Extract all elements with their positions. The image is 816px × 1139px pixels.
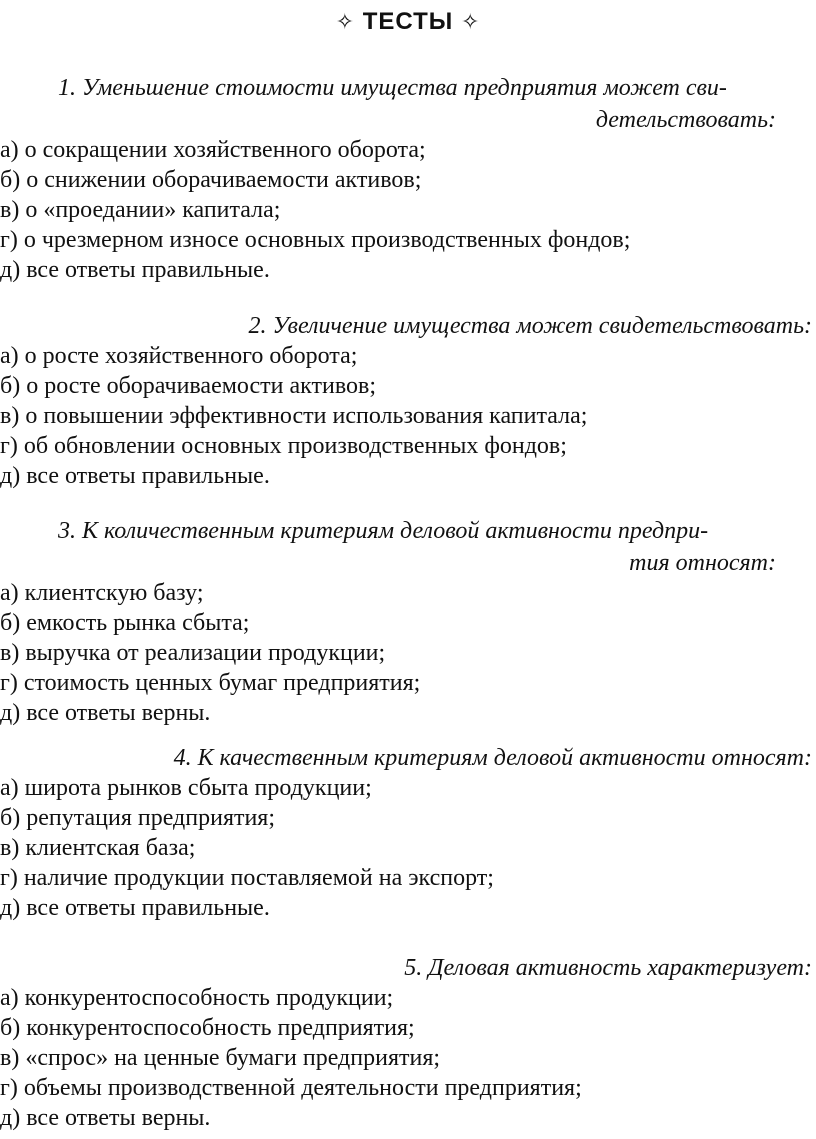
- question-2-option-b: б) о росте оборачиваемости активов;: [0, 373, 376, 399]
- question-5-line-1: 5. Деловая активность характеризует:: [404, 955, 812, 981]
- question-5-option-b: б) конкурентоспособность предприятия;: [0, 1015, 415, 1041]
- question-3-option-a: а) клиентскую базу;: [0, 580, 204, 606]
- question-5-option-e: д) все ответы верны.: [0, 1105, 211, 1131]
- question-1-option-c: в) о «проедании» капитала;: [0, 197, 281, 223]
- question-1-option-b: б) о снижении оборачиваемости активов;: [0, 167, 422, 193]
- question-5-option-d: г) объемы производственной деятельности предприятия;: [0, 1075, 582, 1101]
- question-1-option-e: д) все ответы правильные.: [0, 257, 270, 283]
- question-4-option-d: г) наличие продукции поставляемой на экспорт;: [0, 865, 494, 891]
- star-left-icon: ✧: [335, 10, 356, 35]
- question-3-option-c: в) выручка от реализации продукции;: [0, 640, 386, 666]
- question-4-option-e: д) все ответы правильные.: [0, 895, 270, 921]
- page-title: [0, 8, 816, 36]
- question-4-option-c: в) клиентская база;: [0, 835, 196, 861]
- question-4-option-b: б) репутация предприятия;: [0, 805, 276, 831]
- question-1-option-a: а) о сокращении хозяйственного оборота;: [0, 137, 426, 163]
- question-5-option-a: а) конкурентоспособность продукции;: [0, 985, 394, 1011]
- question-2-option-e: д) все ответы правильные.: [0, 463, 270, 489]
- question-4-option-a: а) широта рынков сбыта продукции;: [0, 775, 372, 801]
- question-2-line-1: 2. Увеличение имущества может свидетельствовать:: [248, 313, 812, 339]
- question-5-option-c: в) «спрос» на ценные бумаги предприятия;: [0, 1045, 441, 1071]
- question-1-line-1: 1. Уменьшение стоимости имущества предприятия может сви-: [58, 75, 727, 101]
- question-3-line-1: 3. К количественным критериям деловой активности предпри-: [58, 518, 709, 544]
- question-4-line-1: 4. К качественным критериям деловой активности относят:: [173, 745, 812, 771]
- question-3-line-2: тия относят:: [629, 550, 776, 576]
- question-1-line-2: детельствовать:: [595, 107, 776, 133]
- question-3-option-e: д) все ответы верны.: [0, 700, 211, 726]
- title-text: ТЕСТЫ: [362, 8, 454, 35]
- question-2-option-a: а) о росте хозяйственного оборота;: [0, 343, 358, 369]
- question-2-option-d: г) об обновлении основных производственных фондов;: [0, 433, 567, 459]
- question-3-option-b: б) емкость рынка сбыта;: [0, 610, 250, 636]
- question-1-option-d: г) о чрезмерном износе основных производственных фондов;: [0, 227, 631, 253]
- question-3-option-d: г) стоимость ценных бумаг предприятия;: [0, 670, 421, 696]
- question-2-option-c: в) о повышении эффективности использования капитала;: [0, 403, 588, 429]
- star-right-icon: ✧: [460, 10, 481, 35]
